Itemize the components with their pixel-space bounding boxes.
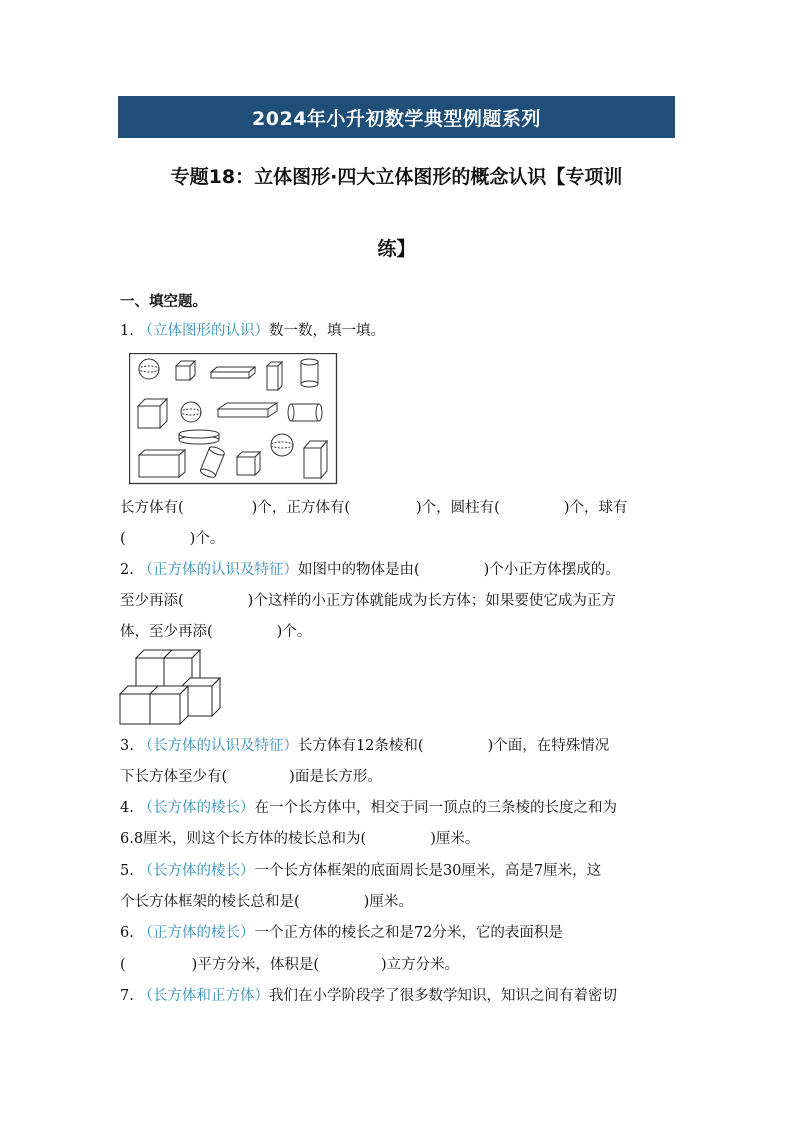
page-title-line1: 专题18：立体图形·四大立体图形的概念认识【专项训 [170,166,623,188]
q5-text: 一个长方体框架的底面周长是30厘米，高是7厘米，这 [254,863,602,879]
q2-tag: （正方体的认识及特征） [138,562,298,578]
q6-line2 [120,955,459,975]
q6-text: 一个正方体的棱长之和是72分米，它的表面积是 [254,925,563,941]
q2-text: )个小正方体摆成的。 [483,562,620,578]
q1-line3 [120,529,224,549]
q5-number: 5. [120,863,134,879]
q1-solids-figure [129,353,338,485]
q4-number: 4. [120,800,134,816]
q6-text: ( [120,957,126,973]
cylinder-icon [301,359,318,387]
cuboid-icon [139,450,185,477]
q5-text: )厘米。 [363,894,413,910]
q6-tag: （正方体的棱长） [138,925,255,941]
cube-icon [237,452,260,475]
q2-text: 至少再添( [120,593,184,609]
cuboid-icon [218,403,277,417]
q2-number: 2. [120,562,134,578]
q7-number: 7. [120,988,134,1004]
q6-text: )平方分米，体积是( [191,957,319,973]
q3-text: )面是长方形。 [289,769,382,785]
cuboid-icon [267,362,282,390]
q1-text: )个，正方体有( [251,500,350,516]
q1-text: 数一数，填一填。 [268,323,385,339]
q2-line3 [120,622,311,642]
cube-icon [176,361,195,380]
q2-line1 [120,560,620,580]
q1-tag: （立体图形的认识） [138,323,269,339]
q4-text: 在一个长方体中，相交于同一顶点的三条棱的长度之和为 [254,800,617,816]
q1-text: )个，球有 [563,500,628,516]
q5-text: 个长方体框架的棱长总和是( [120,894,300,910]
q2-cubes-figure [118,648,222,726]
q2-line2 [120,591,616,611]
page-title-line2: 练】 [377,238,416,260]
q6-text: )立方分米。 [381,957,460,973]
q5-line2 [120,892,413,912]
q1-line1 [120,321,385,341]
q3-text: )个面，在特殊情况 [487,738,610,754]
q7-tag: （长方体和正方体） [138,988,269,1004]
q6-line1 [120,923,563,943]
cube-icon [138,399,167,428]
q4-text: 6.8厘米，则这个长方体的棱长总和为( [120,831,367,847]
cube-icon [150,686,188,724]
q3-text: 长方体有12条棱和( [297,738,424,754]
q3-line1 [120,736,609,756]
q1-line2 [120,498,628,518]
q1-text: )个。 [189,531,225,547]
q1-number: 1. [120,323,134,339]
q1-text: ( [120,531,126,547]
q2-text: 如图中的物体是由( [297,562,420,578]
q1-text: )个，圆柱有( [416,500,500,516]
section-heading: 一、填空题。 [120,294,207,310]
q1-text: 长方体有( [120,500,184,516]
q4-line1 [120,798,617,818]
q5-line1 [120,861,601,881]
q4-tag: （长方体的棱长） [138,800,255,816]
cuboid-icon [304,441,327,478]
q7-line1 [120,986,617,1006]
q2-text: )个这样的小正方体就能成为长方体；如果要使它成为正方 [247,593,616,609]
banner-text: 2024年小升初数学典型例题系列 [252,107,541,130]
q4-line2 [120,829,479,849]
q3-number: 3. [120,738,134,754]
series-banner [118,96,675,138]
q7-text: 我们在小学阶段学了很多数学知识，知识之间有着密切 [268,988,617,1004]
q6-number: 6. [120,925,134,941]
q3-line2 [120,767,382,787]
cylinder-icon [179,430,219,444]
cuboid-icon [211,367,255,378]
cylinder-icon [288,404,322,421]
q3-text: 下长方体至少有( [120,769,228,785]
q5-tag: （长方体的棱长） [138,863,255,879]
q4-text: )厘米。 [430,831,480,847]
q2-text: )个。 [276,624,312,640]
q2-text: 体，至少再添( [120,624,213,640]
q3-tag: （长方体的认识及特征） [138,738,298,754]
